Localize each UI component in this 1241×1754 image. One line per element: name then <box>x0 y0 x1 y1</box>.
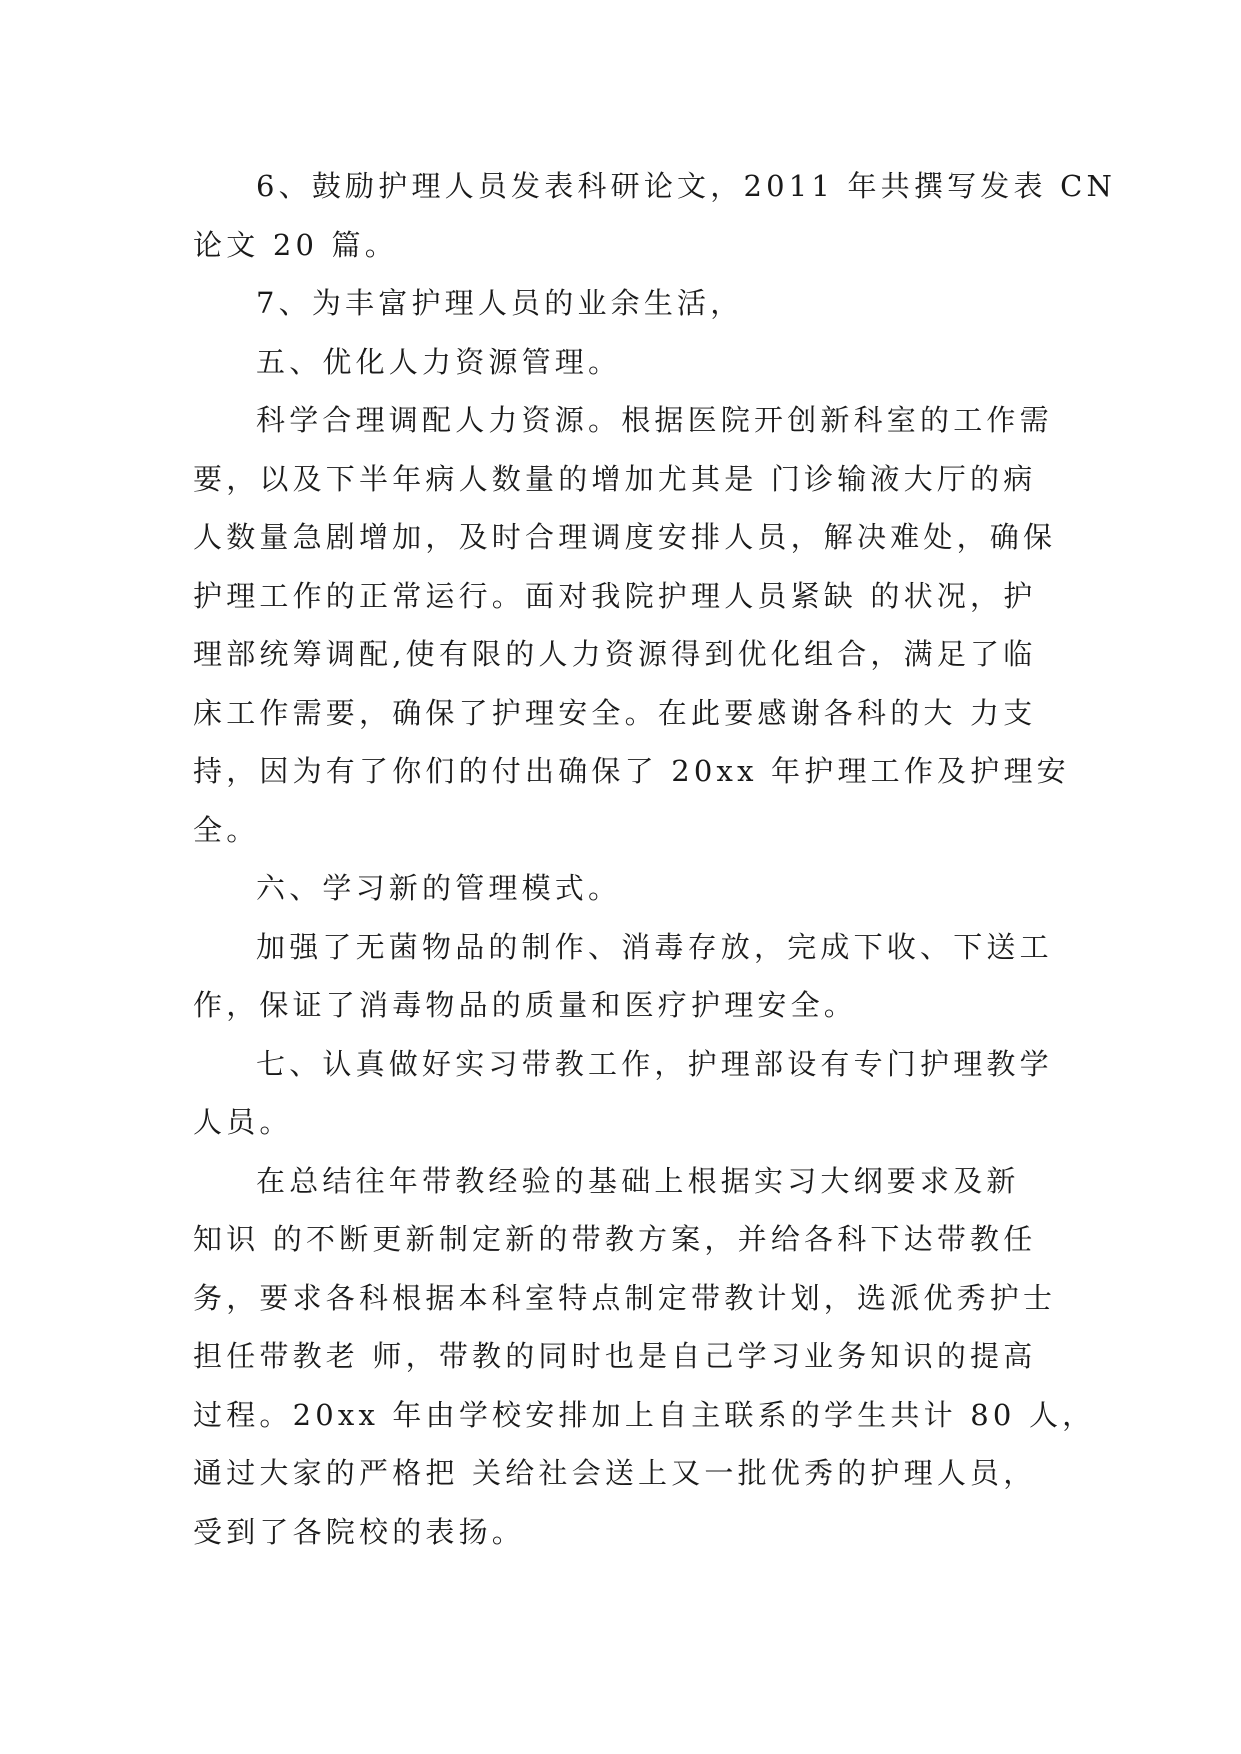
text-line: 担任带教老 师，带教的同时也是自己学习业务知识的提高 <box>193 1339 1037 1373</box>
document-body <box>193 157 1117 1561</box>
text-line: 7、为丰富护理人员的业余生活， <box>256 286 744 320</box>
text-line: 加强了无菌物品的制作、消毒存放，完成下收、下送工 <box>256 929 1053 964</box>
text-line: 要，以及下半年病人数量的增加尤其是 门诊输液大厅的病 <box>193 461 1037 496</box>
section-heading: 六、学习新的管理模式。 <box>256 871 622 905</box>
text-line: 知识 的不断更新制定新的带教方案，并给各科下达带教任 <box>193 1222 1037 1256</box>
text-line: 理部统筹调配,使有限的人力资源得到优化组合，满足了临 <box>193 637 1037 671</box>
text-line: 作，保证了消毒物品的质量和医疗护理安全。 <box>193 988 858 1022</box>
text-line: 过程。20xx 年由学校安排加上自主联系的学生共计 80 人， <box>193 1397 1096 1432</box>
text-line: 在总结往年带教经验的基础上根据实习大纲要求及新 <box>256 1163 1020 1198</box>
text-line: 6、鼓励护理人员发表科研论文，2011 年共撰写发表 CN <box>256 169 1117 203</box>
text-line: 受到了各院校的表扬。 <box>193 1514 526 1549</box>
text-line: 务，要求各科根据本科室特点制定带教计划，选派优秀护士 <box>193 1280 1057 1315</box>
text-line: 科学合理调配人力资源。根据医院开创新科室的工作需 <box>256 403 1053 437</box>
text-line: 持，因为有了你们的付出确保了 20xx 年护理工作及护理安 <box>193 754 1070 788</box>
text-line: 论文 20 篇。 <box>193 227 398 262</box>
text-line: 床工作需要，确保了护理安全。在此要感谢各科的大 力支 <box>193 695 1037 730</box>
text-line: 护理工作的正常运行。面对我院护理人员紧缺 的状况，护 <box>193 578 1037 613</box>
section-heading: 五、优化人力资源管理。 <box>256 344 622 379</box>
text-line: 人数量急剧增加，及时合理调度安排人员，解决难处，确保 <box>193 520 1057 554</box>
text-line: 全。 <box>193 812 260 847</box>
text-line: 人员。 <box>193 1105 293 1139</box>
text-line: 通过大家的严格把 关给社会送上又一批优秀的护理人员， <box>193 1456 1037 1490</box>
section-heading: 七、认真做好实习带教工作，护理部设有专门护理教学 <box>256 1046 1053 1081</box>
